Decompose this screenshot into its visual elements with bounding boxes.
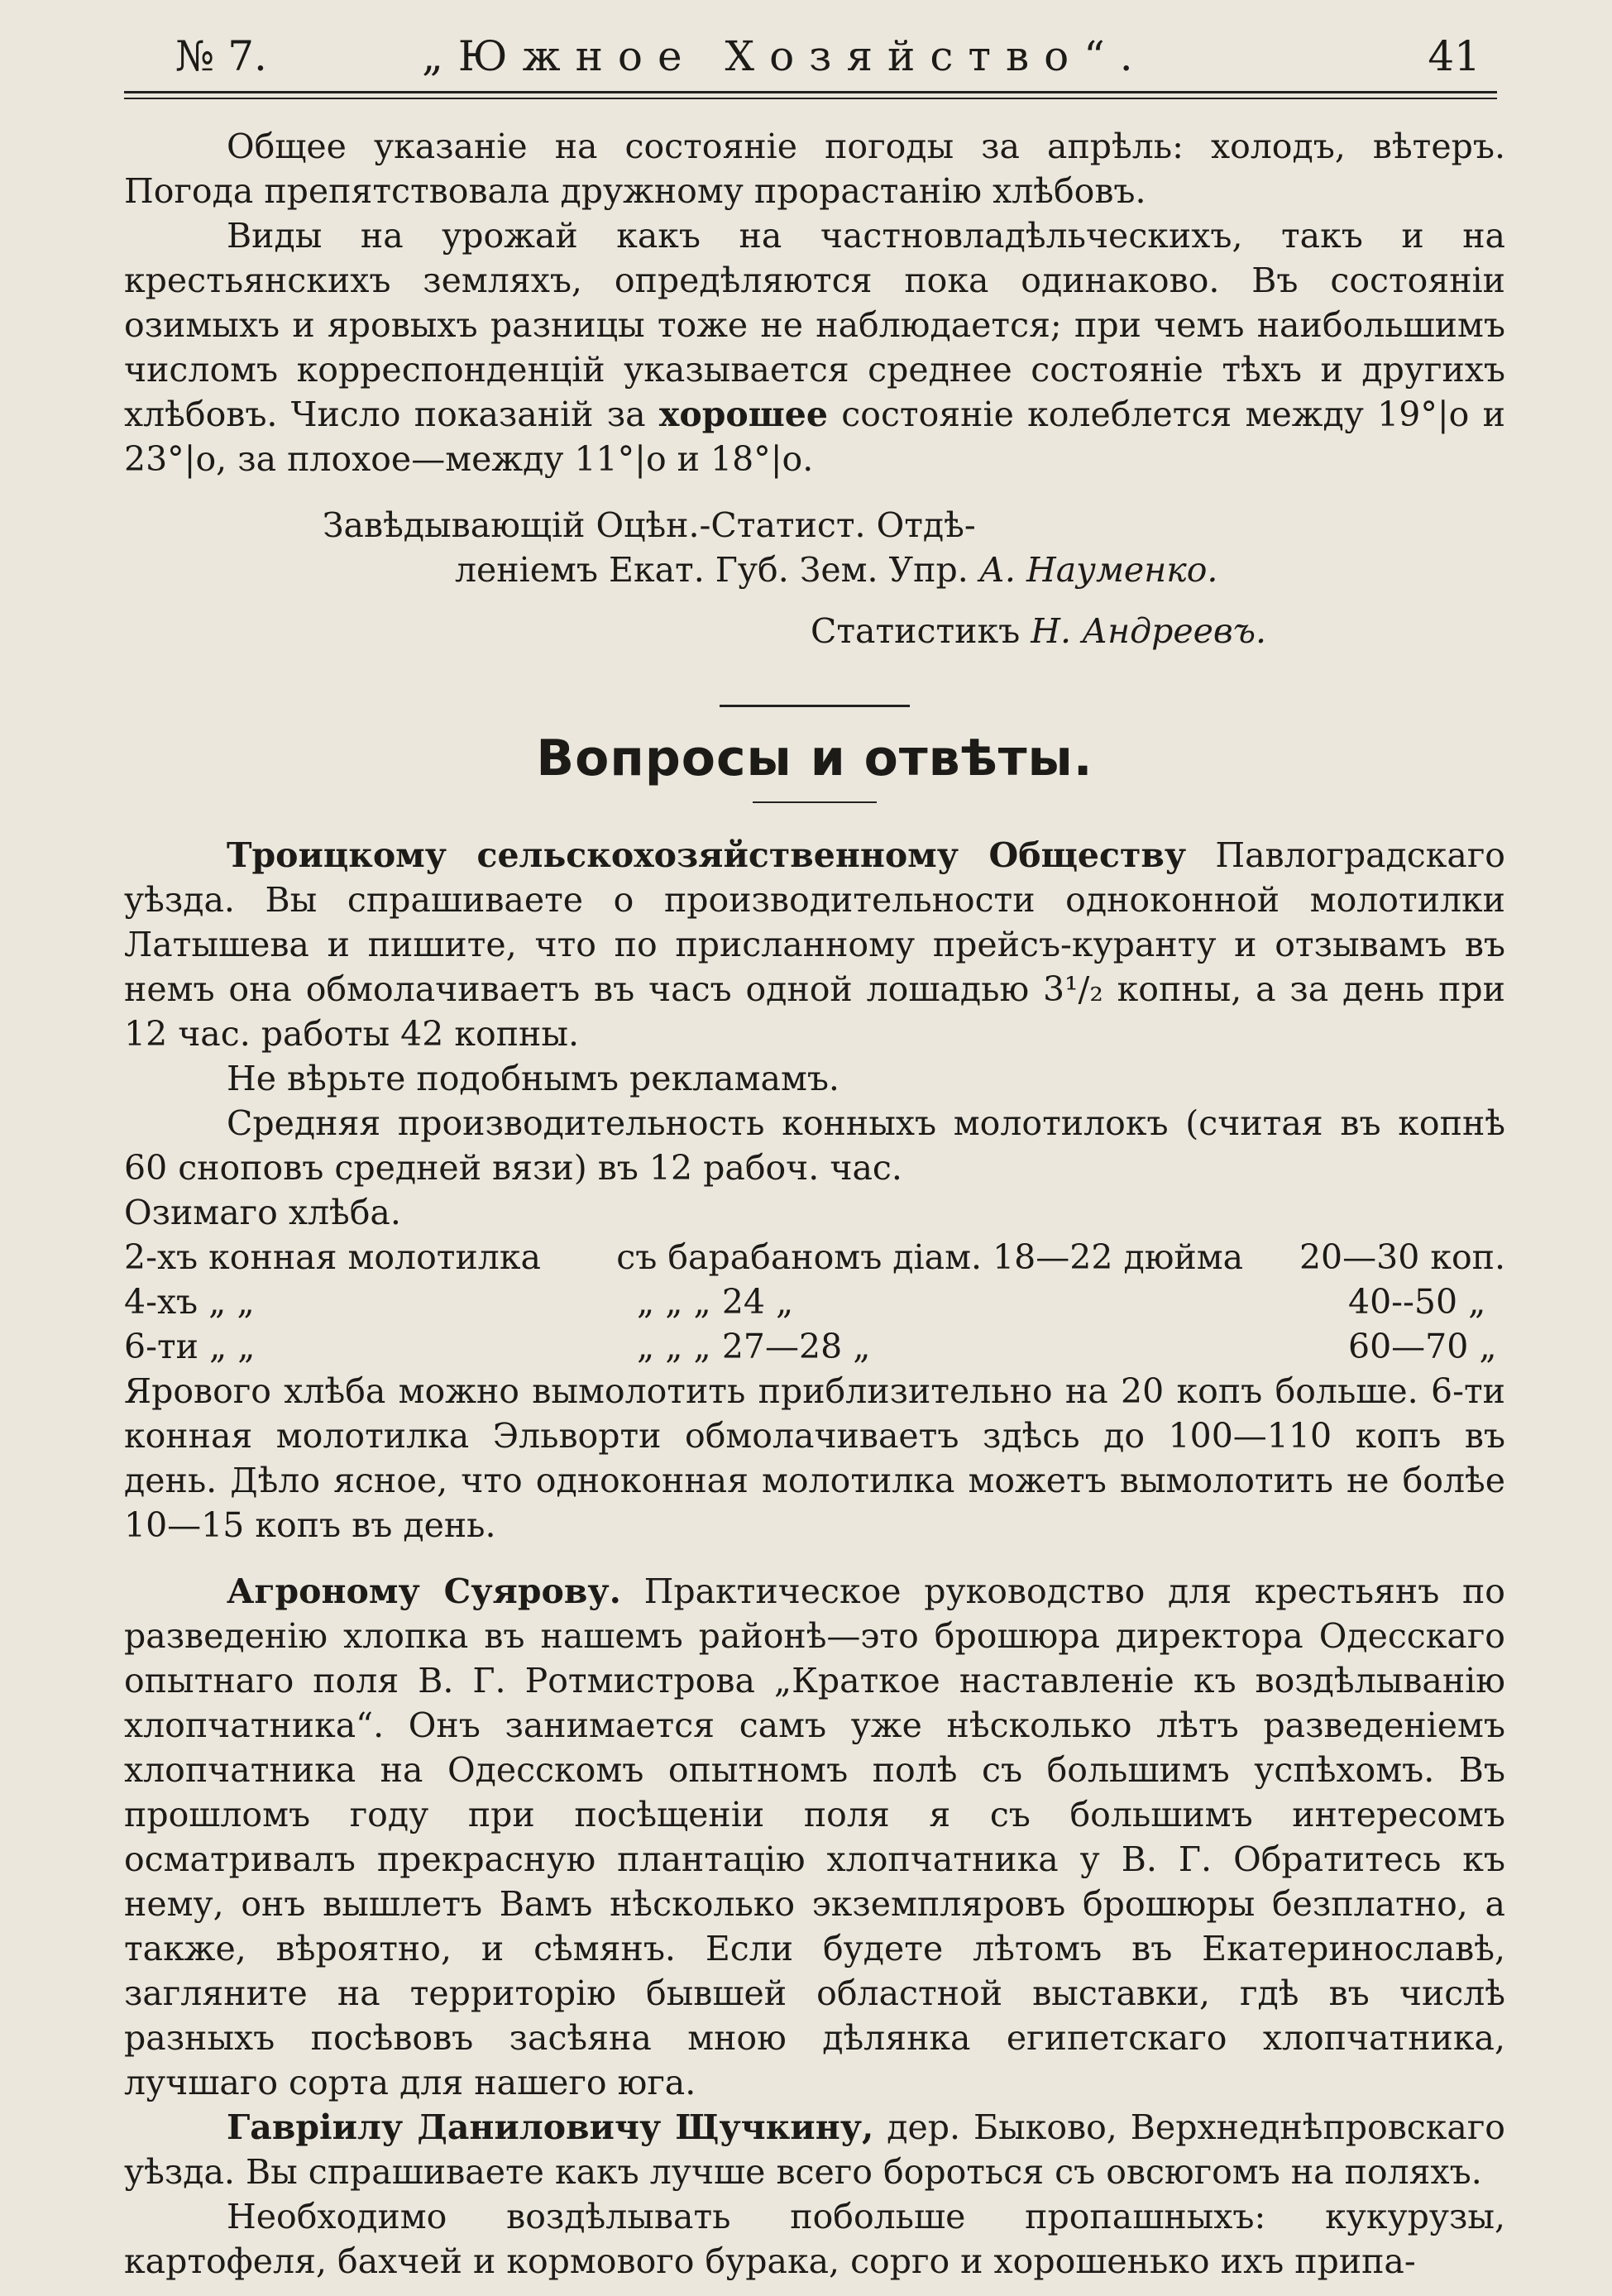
spacer bbox=[124, 1547, 1505, 1569]
answer-1-paragraph-4: Ярового хлѣба можно вымолотить приблизительно на 20 копъ больше. 6-ти конная молотилка Эльворти обмолачиваетъ здѣсь до 100—110 копъ въ день. Дѣло ясное, что одноконная молотилка можетъ вымолотить не болѣе 10—15 копъ въ день. bbox=[124, 1371, 1505, 1545]
weather-paragraph-1: Общее указаніе на состояніе погоды за апрѣль: холодъ, вѣтеръ. Погода препятствовала дружному прорастанію хлѣбовъ. bbox=[124, 127, 1505, 211]
answer-3-paragraph-2: Необходимо воздѣлывать побольше пропашныхъ: кукурузы, картофеля, бахчей и кормового бурака, сорго и хорошенько ихъ припа- bbox=[124, 2197, 1505, 2281]
table-cell-drum: „ „ „ 27—28 „ bbox=[637, 1327, 871, 1366]
answer-3-addressee: Гаврiилу Даниловичу Щучкину, bbox=[227, 2107, 874, 2147]
section-divider bbox=[720, 705, 910, 707]
answer-1-intro bbox=[124, 833, 1505, 1056]
answer-1-addressee: Троицкому сельскохозяйственному Обществу bbox=[227, 835, 1187, 875]
answer-2 bbox=[124, 1569, 1505, 2105]
table-cell-type: 6-ти „ „ bbox=[124, 1327, 256, 1366]
answer-2-text: Практическое руководство для крестьянъ по разведенію хлопка въ нашемъ районѣ—это брошюра директора Одесскаго опытнаго поля В. Г. Ротмистрова „Краткое наставленіе къ воздѣлыванію хлопчатника“. Онъ занимается самъ уже нѣсколько лѣтъ разведеніемъ хлопчатника на Одесскомъ опытномъ полѣ съ большимъ успѣхомъ. Въ прошломъ году при посѣщеніи поля я съ большимъ интересомъ осматривалъ прекрасную плантацію хлопчатника у В. Г. Обратитесь къ нему, онъ вышлетъ Вамъ нѣсколько экземпляровъ брошюры безплатно, а также, вѣроятно, и сѣмянъ. Если будете лѣтомъ въ Екатеринославѣ, загляните на территорію бывшей областной выставки, гдѣ въ числѣ разныхъ посѣвовъ засѣяна мною дѣлянка египетскаго хлопчатника, лучшаго сорта для нашего юга. bbox=[124, 1571, 1505, 2102]
signature-office: леніемъ Екат. Губ. Зем. Упр. bbox=[455, 550, 969, 590]
weather-paragraph-2-tail: состояніе колеблется между 19°|о и 23°|о, за плохое—между 11°|о и 18°|о. bbox=[124, 395, 1505, 479]
answer-1-paragraph-2: Не вѣрьте подобнымъ рекламамъ. bbox=[227, 1059, 839, 1098]
answer-2-addressee: Агроному Суярову. bbox=[227, 1571, 621, 1611]
table-row bbox=[124, 1235, 1505, 1280]
answer-3 bbox=[124, 2105, 1505, 2194]
article-body bbox=[124, 124, 1505, 2284]
signature-line-3 bbox=[811, 609, 1505, 653]
issue-number: № 7. bbox=[175, 32, 267, 80]
answer-1-paragraph-3: Средняя производительность конныхъ молотилокъ (считая въ копнѣ 60 сноповъ средней вязи) въ 12 рабоч. час. bbox=[124, 1103, 1505, 1188]
signature-name-2: Н. Андреевъ. bbox=[1031, 611, 1267, 651]
answer-3-text: дер. Быково, Верхнеднѣпровскаго уѣзда. Вы спрашиваете какъ лучше всего бороться съ овсюгомъ на поляхъ. bbox=[124, 2107, 1505, 2192]
table-cell-drum: „ „ „ 24 „ bbox=[637, 1282, 794, 1322]
signature-line-1: Завѣдывающій Оцѣн.-Статист. Отдѣ- bbox=[323, 505, 976, 545]
title-underline bbox=[753, 801, 877, 803]
table-row bbox=[124, 1280, 1505, 1324]
table-cell-type: 2-хъ конная молотилка bbox=[124, 1237, 541, 1277]
answer-1-intro-text: Павлоградскаго уѣзда. Вы спрашиваете о производительности одноконной молотилки Латышева и пишите, что по присланному прейсъ-куранту и отзывамъ въ немъ она обмолачиваетъ въ часъ одной лошадью 3¹/₂ копны, а за день при 12 час. работы 42 копны. bbox=[124, 835, 1505, 1054]
page-number: 41 bbox=[1428, 32, 1480, 80]
running-header bbox=[124, 25, 1497, 93]
table-row bbox=[124, 1324, 1505, 1369]
table-cell-drum: съ барабаномъ діам. 18—22 дюйма bbox=[616, 1237, 1244, 1277]
signature-name-1: А. Науменко. bbox=[978, 550, 1218, 590]
section-title: Вопросы и отвѣты. bbox=[536, 729, 1093, 787]
table-cell-output: 40--50 „ bbox=[1348, 1282, 1486, 1322]
signature-role: Статистикъ bbox=[811, 611, 1021, 651]
journal-title: „Южное Хозяйство“. bbox=[422, 32, 1148, 80]
table-cell-type: 4-хъ „ „ bbox=[124, 1282, 255, 1322]
signature-line-2 bbox=[455, 548, 1505, 592]
table-cell-output: 60—70 „ bbox=[1348, 1327, 1497, 1366]
table-header: Озимаго хлѣба. bbox=[124, 1193, 401, 1232]
table-cell-output: 20—30 коп. bbox=[1299, 1237, 1505, 1277]
weather-paragraph-2-text: Виды на урожай какъ на частновладѣльческихъ, такъ и на крестьянскихъ земляхъ, опредѣляются пока одинаково. Въ состояніи озимыхъ и яровыхъ разницы тоже не наблюдается; при чемъ наибольшимъ числомъ корреспонденцій указывается среднее состояніе тѣхъ и другихъ хлѣбовъ. Число показаній за bbox=[124, 216, 1505, 434]
weather-paragraph-2 bbox=[124, 213, 1505, 481]
emphasis-good: хорошее bbox=[658, 395, 828, 434]
